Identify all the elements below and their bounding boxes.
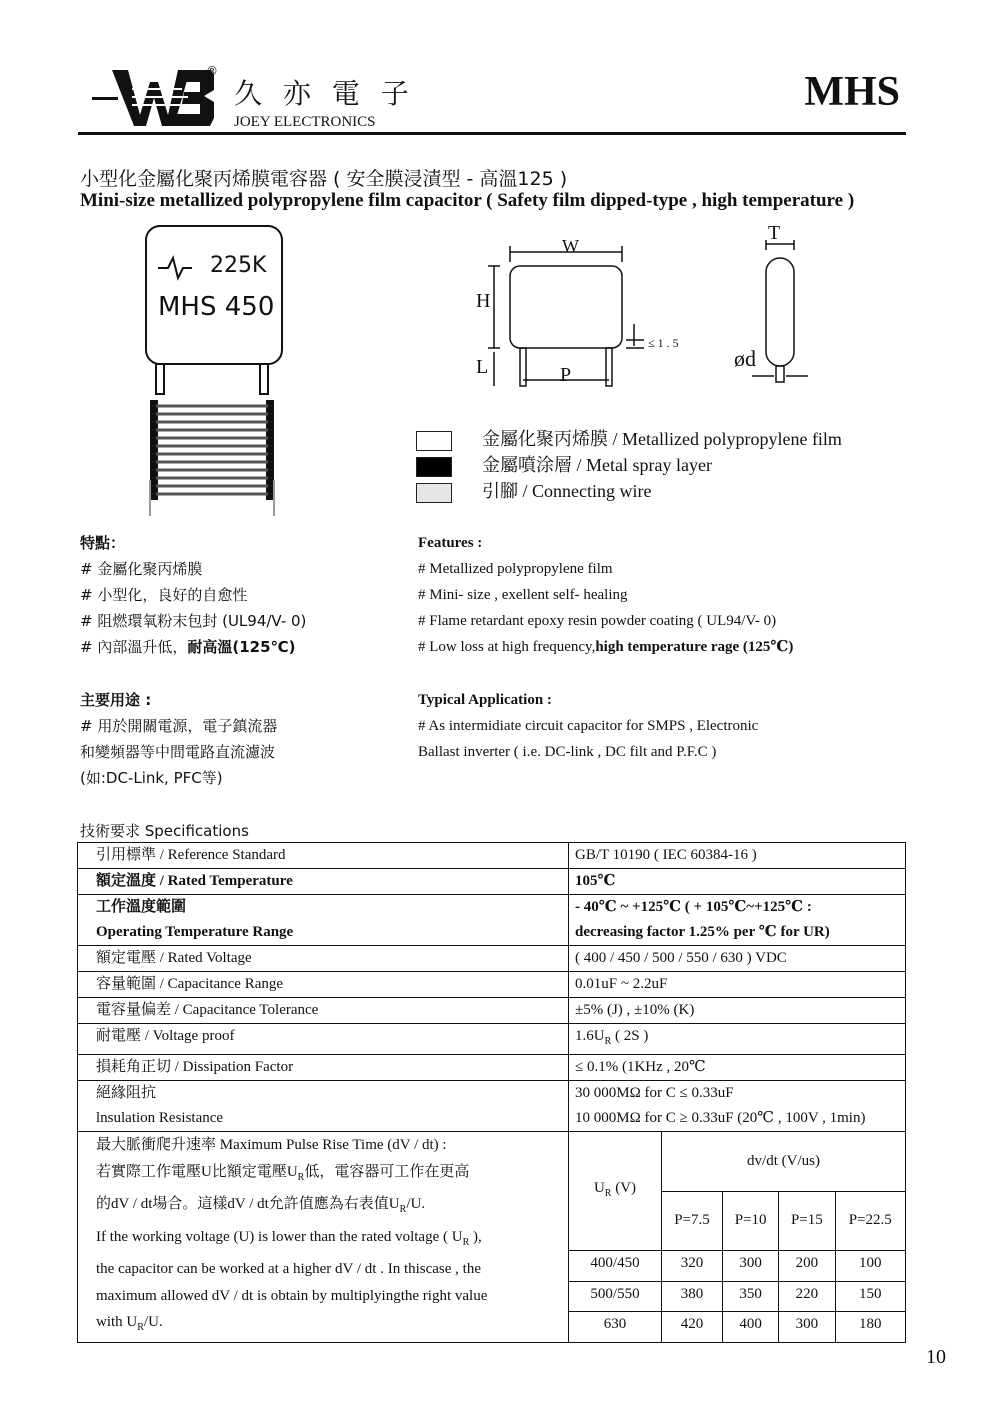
dim-label-h: H xyxy=(476,290,491,312)
dim-label-t: T xyxy=(768,222,781,244)
table-row xyxy=(78,1024,906,1055)
model-code: MHS xyxy=(804,69,900,115)
dvdt-cell: 380 xyxy=(662,1281,723,1311)
dvdt-cell: 300 xyxy=(779,1312,835,1342)
pitch-header: P=22.5 xyxy=(835,1191,905,1251)
dim-label-tolerance: ≤1.5 xyxy=(648,336,682,350)
application-cn-heading: 主要用途 : xyxy=(80,691,152,709)
spec-name: 額定電壓 / Rated Voltage xyxy=(78,946,569,972)
company-name-cn: 久 亦 電 子 xyxy=(234,77,415,110)
dvdt-cell: 150 xyxy=(835,1281,905,1311)
features-cn-item xyxy=(80,634,306,660)
spec-name: 引用標準 / Reference Standard xyxy=(78,843,569,869)
spec-heading: 技術要求 Specifications xyxy=(80,822,249,840)
dvdt-cell: 100 xyxy=(835,1251,905,1281)
dim-label-l: L xyxy=(476,356,489,378)
title-cn: 小型化金屬化聚丙烯膜電容器 ( 安全膜浸漬型 - 高溫125 ) xyxy=(80,168,568,190)
spec-value: ±5% (J) , ±10% (K) xyxy=(569,998,906,1024)
table-row xyxy=(78,1081,906,1107)
pitch-header: P=15 xyxy=(779,1191,835,1251)
spec-value: 105℃ xyxy=(569,869,906,895)
pitch-header: P=10 xyxy=(722,1191,778,1251)
table-row xyxy=(78,869,906,895)
spec-value: 30 000MΩ for C ≤ 0.33uF xyxy=(569,1081,906,1107)
header-rule xyxy=(78,132,906,135)
spec-name: 損耗角正切 / Dissipation Factor xyxy=(78,1055,569,1081)
page-number: 10 xyxy=(926,1346,946,1368)
features-cn-item-bold: 耐高溫(125℃) xyxy=(187,638,296,656)
dvdt-cell: 220 xyxy=(779,1281,835,1311)
legend-wire-label: 引腳 / Connecting wire xyxy=(482,481,652,501)
legend-spray-swatch xyxy=(416,457,452,477)
marking-line1: 225K xyxy=(210,253,267,278)
registered-mark: ® xyxy=(206,64,218,78)
ur-cell: 630 xyxy=(569,1312,662,1342)
legend-film xyxy=(416,428,842,450)
application-en-line: Ballast inverter ( i.e. DC-link , DC filt and P.F.C ) xyxy=(418,744,717,760)
table-row xyxy=(78,1055,906,1081)
features-cn-item: # 阻燃環氧粉末包封 (UL94/V- 0) xyxy=(80,612,307,630)
application-en-heading: Typical Application : xyxy=(418,692,552,708)
legend-wire-swatch xyxy=(416,483,452,503)
application-cn-line: 和變頻器等中間電路直流濾波 xyxy=(80,743,276,761)
spec-value: GB/T 10190 ( IEC 60384-16 ) xyxy=(569,843,906,869)
application-cn xyxy=(80,687,277,791)
application-cn-line: # 用於開關電源，電子鎮流器 xyxy=(80,717,278,735)
spec-value: - 40℃ ~ +125℃ ( + 105℃~+125℃ : xyxy=(569,895,906,921)
ur-cell: 400/450 xyxy=(569,1251,662,1281)
features-cn-item: # 小型化，良好的自愈性 xyxy=(80,586,248,604)
table-row xyxy=(78,998,906,1024)
spec-name: 絕緣阻抗 xyxy=(78,1081,569,1107)
table-row xyxy=(78,895,906,921)
diameter-icon: ø xyxy=(734,346,745,371)
spec-value: 10 000MΩ for C ≥ 0.33uF (20℃ , 100V , 1min) xyxy=(569,1106,906,1132)
features-en-heading: Features : xyxy=(418,535,483,551)
application-en-line: # As intermidiate circuit capacitor for SMPS , Electronic xyxy=(418,718,759,734)
spec-name: 電容量偏差 / Capacitance Tolerance xyxy=(78,998,569,1024)
legend-film-swatch xyxy=(416,431,452,451)
features-en-item: # Mini- size , exellent self- healing xyxy=(418,587,628,603)
features-en-item xyxy=(418,634,793,660)
dimension-drawing xyxy=(470,228,830,398)
company-name-en: JOEY ELECTRONICS xyxy=(234,114,376,130)
legend-spray xyxy=(416,454,712,476)
dvdt-cell: 350 xyxy=(722,1281,778,1311)
spec-name: lnsulation Resistance xyxy=(78,1106,569,1132)
spec-value: 0.01uF ~ 2.2uF xyxy=(569,972,906,998)
features-en-item: # Flame retardant epoxy resin powder coating ( UL94/V- 0) xyxy=(418,613,777,629)
dim-label-w: W xyxy=(562,236,579,256)
features-cn-item-text: # 內部溫升低， xyxy=(80,638,188,656)
dim-label-d xyxy=(734,346,756,372)
features-en-item: # Metallized polypropylene film xyxy=(418,561,613,577)
logo xyxy=(92,60,222,130)
application-cn-line: (如:DC-Link, PFC等) xyxy=(80,769,223,787)
table-row xyxy=(78,946,906,972)
table-row xyxy=(78,972,906,998)
spec-name: Operating Temperature Range xyxy=(78,920,569,946)
table-row xyxy=(78,920,906,946)
ur-cell: 500/550 xyxy=(569,1281,662,1311)
features-en-item-bold: high temperature rage (125℃) xyxy=(595,639,794,655)
dim-label-d-text: d xyxy=(745,346,756,371)
spec-name: 耐電壓 / Voltage proof xyxy=(78,1024,569,1055)
table-row xyxy=(78,1132,906,1192)
features-cn-heading: 特點： xyxy=(80,534,126,552)
dvdt-cell: 300 xyxy=(722,1251,778,1281)
dvdt-cell: 200 xyxy=(779,1251,835,1281)
spec-value: ( 400 / 450 / 500 / 550 / 630 ) VDC xyxy=(569,946,906,972)
spec-name: 工作溫度範圍 xyxy=(78,895,569,921)
spec-value: decreasing factor 1.25% per ℃ for UR) xyxy=(569,920,906,946)
dvdt-cell: 180 xyxy=(835,1312,905,1342)
spec-name: 容量範圍 / Capacitance Range xyxy=(78,972,569,998)
pulse-description: 最大脈衝爬升速率 Maximum Pulse Rise Time (dV / dt) : 若實際工作電壓U比額定電壓$U_R$低，電容器可工作在更高 的dV / dt場合。這樣dV / dt允許值應為右表值$U_R/U$. If the working voltage (U) is lower than the rated voltage ( $U_R$ ), the capacitor can be worked at a higher dV / dt . In thiscase , the maximum allowed dV / dt is obtain by multiplyingthe right value with $U_R/U$. xyxy=(78,1132,569,1343)
dvdt-header: dv/dt (V/us) xyxy=(662,1132,906,1192)
spec-value: $1.6U_R$ ( 2S ) xyxy=(569,1024,906,1055)
dim-label-p: P xyxy=(560,364,572,386)
legend-film-label: 金屬化聚丙烯膜 / Metallized polypropylene film xyxy=(482,429,842,449)
features-cn xyxy=(80,530,306,660)
dvdt-cell: 320 xyxy=(662,1251,723,1281)
dvdt-cell: 400 xyxy=(722,1312,778,1342)
dvdt-cell: 420 xyxy=(662,1312,723,1342)
table-row xyxy=(78,843,906,869)
pitch-header: P=7.5 xyxy=(662,1191,723,1251)
features-en-item-text: # Low loss at high frequency, xyxy=(418,639,596,655)
legend-wire xyxy=(416,480,651,502)
legend-spray-label: 金屬噴涂層 / Metal spray layer xyxy=(482,455,712,475)
spec-name: 額定溫度 / Rated Temperature xyxy=(78,869,569,895)
application-en xyxy=(418,687,758,765)
features-en xyxy=(418,530,793,660)
table-row xyxy=(78,1106,906,1132)
spec-table xyxy=(77,842,906,1343)
ur-header: $U_R$ (V) xyxy=(569,1132,662,1251)
spec-value: ≤ 0.1% (1KHz , 20℃ xyxy=(569,1055,906,1081)
marking-line2: MHS 450 xyxy=(158,292,275,322)
title-en: Mini-size metallized polypropylene film capacitor ( Safety film dipped-type , high temperature ) xyxy=(80,190,855,211)
features-cn-item: # 金屬化聚丙烯膜 xyxy=(80,560,203,578)
